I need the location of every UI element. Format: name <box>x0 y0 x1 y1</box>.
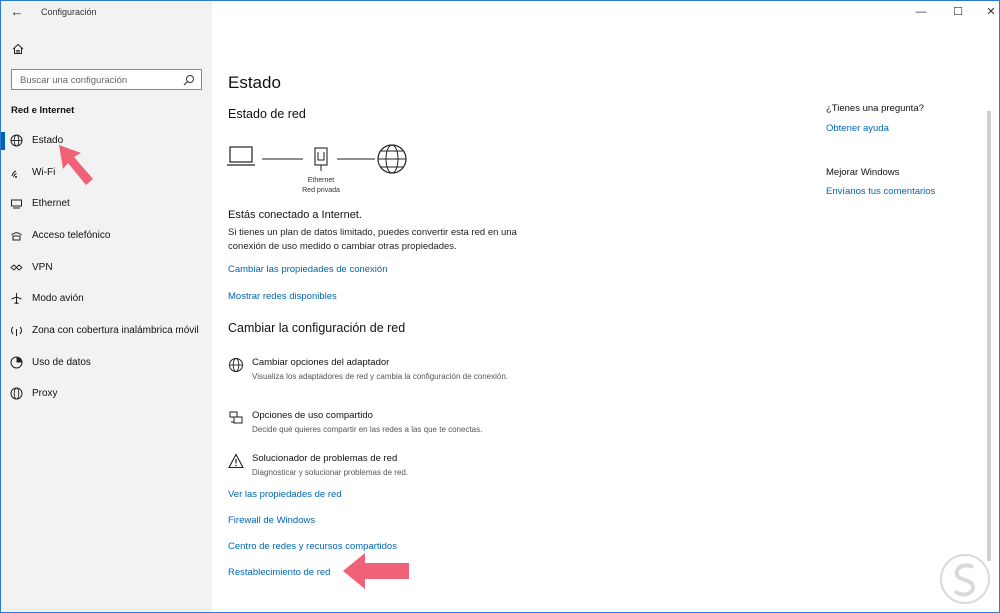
sidebar-item-label: Uso de datos <box>32 357 91 368</box>
sidebar-item-wifi[interactable] <box>1 159 212 187</box>
minimize-icon[interactable]: — <box>915 6 927 18</box>
sidebar-item-estado[interactable] <box>1 127 212 155</box>
airplane-icon <box>10 292 23 305</box>
scrollbar[interactable] <box>987 111 991 561</box>
page-title: Estado <box>228 73 281 92</box>
get-help-link[interactable]: Obtener ayuda <box>826 123 889 134</box>
globe-icon <box>10 387 23 400</box>
vpn-icon <box>10 261 23 274</box>
annotation-arrow <box>341 549 411 593</box>
adapter-label: Ethernet <box>307 177 335 184</box>
option-title: Opciones de uso compartido <box>252 410 373 421</box>
sidebar-item-label: Zona con cobertura inalámbrica móvil <box>32 325 199 336</box>
globe-internet-icon <box>378 145 406 173</box>
laptop-icon <box>227 147 255 165</box>
search-icon[interactable] <box>183 74 195 86</box>
sidebar-item-modo-avion[interactable] <box>1 285 212 313</box>
hotspot-icon <box>10 324 23 337</box>
maximize-icon[interactable]: ☐ <box>953 6 963 18</box>
improve-heading: Mejorar Windows <box>826 167 900 178</box>
globe-adapter-icon <box>228 357 244 373</box>
adapter-options-item[interactable] <box>228 357 528 393</box>
option-desc: Diagnosticar y solucionar problemas de red. <box>252 468 409 477</box>
network-center-link[interactable]: Centro de redes y recursos compartidos <box>228 541 397 552</box>
network-status-heading: Estado de red <box>228 107 306 121</box>
globe-network-icon <box>10 134 23 147</box>
search-input[interactable] <box>11 69 202 90</box>
sidebar-item-ethernet[interactable] <box>1 190 212 218</box>
sidebar-item-acceso-telefonico[interactable] <box>1 222 212 250</box>
option-title: Solucionador de problemas de red <box>252 453 398 464</box>
network-type-label: Red privada <box>302 187 340 194</box>
window-title: Configuración <box>41 7 97 17</box>
sidebar-item-uso-datos[interactable] <box>1 349 212 377</box>
sharing-printer-icon <box>228 410 244 426</box>
back-arrow-icon[interactable]: ← <box>10 4 24 19</box>
firewall-link[interactable]: Firewall de Windows <box>228 515 316 526</box>
sidebar-item-label: Wi-Fi <box>32 167 56 178</box>
troubleshooter-item[interactable] <box>228 453 528 483</box>
ethernet-icon <box>10 197 23 210</box>
option-desc: Visualiza los adaptadores de red y cambia la configuración de conexión. <box>252 372 509 381</box>
sidebar-item-proxy[interactable] <box>1 380 212 408</box>
show-networks-link[interactable]: Mostrar redes disponibles <box>228 291 337 302</box>
option-title: Cambiar opciones del adaptador <box>252 357 390 368</box>
feedback-link[interactable]: Envíanos tus comentarios <box>826 186 936 197</box>
data-usage-icon <box>10 356 23 369</box>
sidebar-item-vpn[interactable] <box>1 254 212 282</box>
ethernet-port-icon <box>315 148 327 171</box>
close-icon[interactable]: ✕ <box>986 6 996 18</box>
sidebar-item-label: Estado <box>32 135 64 146</box>
sidebar-item-zona-cobertura[interactable] <box>1 317 212 345</box>
connected-text: Estás conectado a Internet. <box>228 209 362 221</box>
option-desc: Decide qué quieres compartir en las redes a las que te conectas. <box>252 425 483 434</box>
watermark-logo-icon <box>935 551 995 607</box>
sidebar <box>1 1 212 613</box>
network-properties-link[interactable]: Ver las propiedades de red <box>228 489 342 500</box>
info-text: Si tienes un plan de datos limitado, puedes convertir esta red en una conexión de uso medido o cambiar otras propiedades. <box>228 227 517 252</box>
search-placeholder: Buscar una configuración <box>20 75 128 86</box>
dial-up-icon <box>10 229 23 242</box>
sidebar-item-label: Acceso telefónico <box>32 230 111 241</box>
sidebar-item-label: Modo avión <box>32 293 84 304</box>
question-heading: ¿Tienes una pregunta? <box>826 103 924 114</box>
annotation-arrow <box>55 141 99 189</box>
network-reset-link[interactable]: Restablecimiento de red <box>228 567 331 578</box>
warning-icon <box>228 453 244 469</box>
wifi-icon <box>10 166 23 179</box>
change-connection-props-link[interactable]: Cambiar las propiedades de conexión <box>228 264 388 275</box>
main-content <box>213 1 1000 613</box>
sharing-options-item[interactable] <box>228 410 528 440</box>
sidebar-item-label: Proxy <box>32 388 58 399</box>
home-icon[interactable] <box>11 42 25 56</box>
sidebar-item-label: VPN <box>32 262 53 273</box>
group-title: Red e Internet <box>11 105 75 116</box>
sidebar-item-label: Ethernet <box>32 198 70 209</box>
change-settings-heading: Cambiar la configuración de red <box>228 321 406 335</box>
